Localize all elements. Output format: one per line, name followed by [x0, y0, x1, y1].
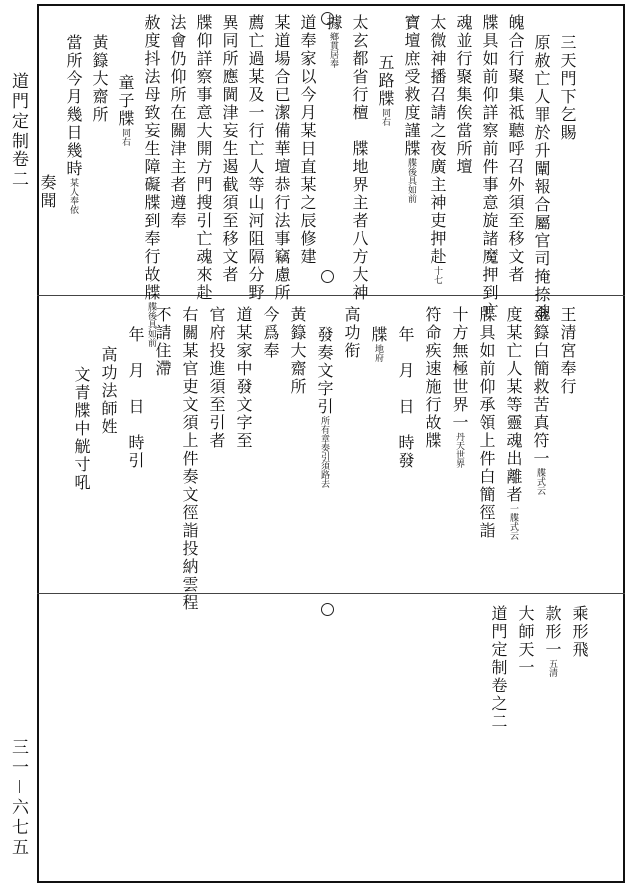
column-text: 赦度抖法母致妄生障礙牒到奉行故牒	[142, 14, 161, 302]
middle-panel	[65, 306, 578, 612]
text-column	[151, 306, 173, 378]
column-text: 符命疾速施行故牒	[423, 306, 442, 450]
text-column	[178, 306, 200, 612]
column-text: 官府投進須至引者	[207, 306, 226, 450]
column-text: 不請住滯	[153, 306, 172, 378]
text-column	[541, 605, 563, 677]
text-column	[514, 605, 536, 677]
margin-book-title: 道門定制	[8, 72, 28, 152]
text-column	[286, 306, 308, 396]
column-text: 發奏文字引	[315, 326, 334, 416]
text-column	[427, 14, 448, 284]
column-text: 今爲奉	[261, 306, 280, 360]
column-text: 原赦亡人罪於升闡報合屬官司掩捺魂	[532, 34, 551, 322]
text-column	[487, 605, 509, 731]
column-text: 太玄都省行檀 牒地界主者八方大神	[350, 14, 369, 302]
column-text: 當所今月幾日幾時	[64, 34, 83, 178]
column-text: 薦亡過某及一行亡人等山河阻隔分野	[246, 14, 265, 302]
text-column	[448, 306, 470, 468]
column-text: 據	[324, 14, 343, 32]
margin-page-ref: 三一－六七五	[8, 738, 28, 858]
column-note: 一牒式云	[508, 504, 518, 540]
column-text: 乘形飛	[570, 605, 589, 659]
text-column	[531, 14, 552, 322]
column-text: 道門定制卷之二	[489, 605, 508, 731]
binding-circle-bottom	[321, 603, 334, 616]
column-note: 牒後具如前	[406, 158, 416, 203]
column-note: 同右	[380, 108, 390, 126]
text-column	[167, 14, 188, 230]
column-text: 黃籙大齋所	[90, 34, 109, 124]
column-text: 道某家中發文字至	[234, 306, 253, 450]
column-text: 年 月 日 時發	[396, 326, 415, 470]
column-text: 道奉家以今月某日直某之辰修建	[298, 14, 317, 266]
text-column	[401, 14, 422, 203]
column-note: 鄉貫居奉	[328, 32, 338, 68]
column-text: 太微神播召請之夜廣主神吏押赴	[428, 14, 447, 266]
column-note: 某人奉依	[68, 178, 78, 214]
column-text: 魂並行聚集俟當所壇	[454, 14, 473, 176]
text-column	[193, 14, 214, 302]
column-note: 牒式云	[535, 468, 545, 495]
text-column	[502, 306, 524, 540]
column-text: 年 月 日 時引	[126, 326, 145, 470]
column-text: 法會仍仰所在關津主者遵奉	[168, 14, 187, 230]
column-note: 所有章奏引須路去	[319, 416, 329, 488]
text-column	[271, 14, 292, 302]
text-column	[259, 306, 281, 360]
column-text: 高功衔	[342, 306, 361, 360]
text-column	[115, 14, 136, 146]
text-column	[245, 14, 266, 302]
column-text: 黃籙大齋所	[288, 306, 307, 396]
text-column	[89, 14, 110, 124]
column-note: 十七	[432, 266, 442, 284]
column-text: 魄合行聚集祗聽呼召外須至移文者	[506, 14, 525, 284]
text-column	[232, 306, 254, 450]
text-column	[313, 306, 335, 488]
text-column	[349, 14, 370, 302]
column-text: 牒具如前仰承領上件白簡徑詣	[477, 306, 496, 540]
text-column	[394, 306, 416, 470]
column-text: 寶壇庶受救度謹牒	[402, 14, 421, 158]
column-note: 五清	[547, 659, 557, 677]
column-text: 大師天一	[516, 605, 535, 677]
text-column	[453, 14, 474, 176]
column-note: 丹天世界	[454, 432, 464, 468]
column-note: 同右	[120, 128, 130, 146]
column-text: 童子牒	[116, 74, 135, 128]
column-text: 三天門下乞賜	[558, 34, 577, 142]
text-column	[70, 306, 92, 492]
text-column	[205, 306, 227, 450]
text-column	[556, 306, 578, 396]
column-text: 某道場合已潔備華壇恭行法事竊慮所	[272, 14, 291, 302]
panel-divider-2	[37, 593, 625, 594]
column-text: 牒具如前仰詳察前件事意旋諸魔押到亡	[480, 14, 499, 320]
text-column	[421, 306, 443, 450]
column-text: 五路牒	[376, 54, 395, 108]
column-text: 牒	[369, 326, 388, 344]
margin-volume: 卷二	[8, 150, 28, 190]
text-column	[479, 14, 500, 320]
column-text: 右關某官吏文須上件奏文徑詣投納雲程	[180, 306, 199, 612]
text-column	[63, 14, 84, 214]
column-text: 牒仰詳察事意大開方門搜引亡魂來赴	[194, 14, 213, 302]
column-note: 地府	[373, 344, 383, 362]
text-column	[367, 306, 389, 362]
text-column	[340, 306, 362, 360]
text-column	[557, 14, 578, 142]
column-text: 文青牒中觥寸吼	[72, 366, 91, 492]
text-column	[375, 14, 396, 126]
column-text: 十方無極世界一	[450, 306, 469, 432]
bottom-panel	[482, 605, 590, 875]
text-column	[505, 14, 526, 284]
column-text: 金籙白簡救苦真符一	[531, 306, 550, 468]
text-column	[97, 306, 119, 436]
text-column	[568, 605, 590, 659]
text-column	[323, 14, 344, 68]
column-note: 牒後具如前	[146, 302, 156, 347]
text-column	[124, 306, 146, 470]
column-text: 度某亡人某等靈魂出離者	[504, 306, 523, 504]
column-text: 款形一	[543, 605, 562, 659]
text-column	[297, 14, 318, 266]
text-column	[529, 306, 551, 495]
text-column	[475, 306, 497, 540]
column-text: 異同所應閫津妄生遏截須至移文者	[220, 14, 239, 284]
text-column	[141, 14, 162, 347]
column-text: 高功法師姓	[99, 346, 118, 436]
text-column	[219, 14, 240, 284]
column-text: 王清宮奉行	[558, 306, 577, 396]
text-column	[37, 14, 58, 210]
column-text: 奏聞	[38, 174, 57, 210]
